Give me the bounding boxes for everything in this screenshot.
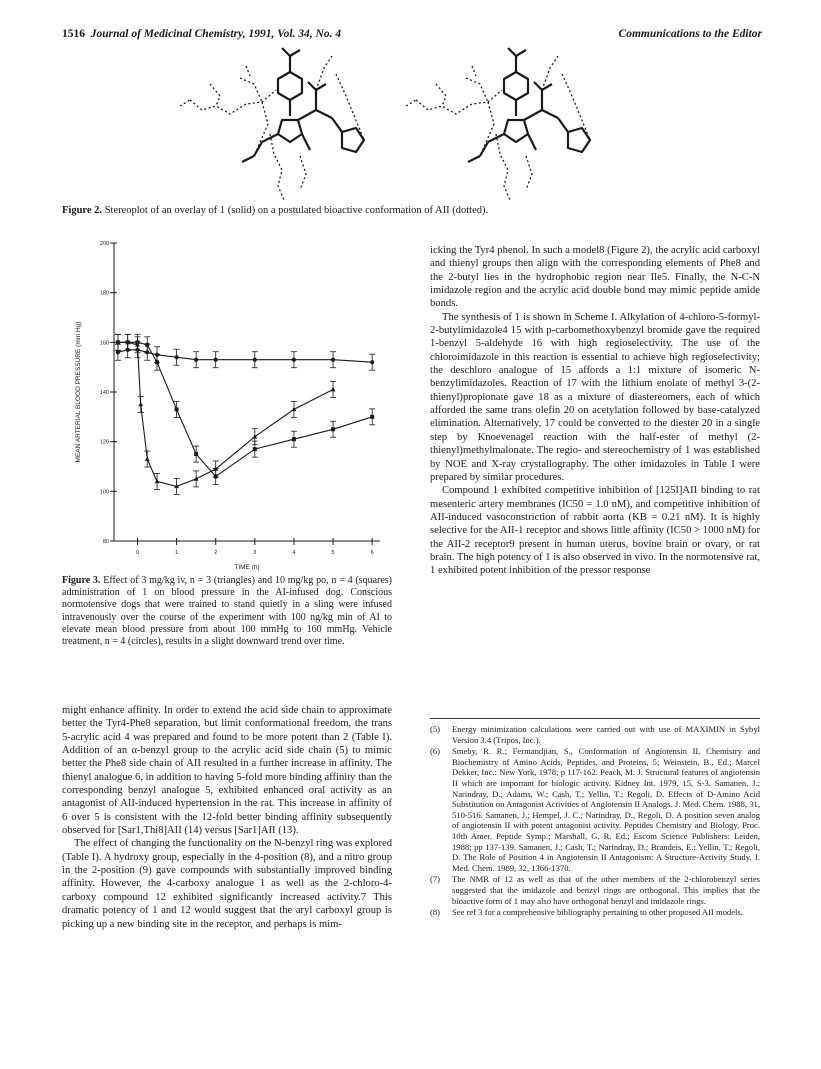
x-tick-label: 0 — [135, 550, 140, 556]
data-point-square — [116, 340, 120, 344]
y-tick-label: 100 — [99, 489, 109, 496]
data-point-circle — [116, 350, 120, 354]
series-line-triangle — [118, 342, 333, 486]
y-tick-label: 200 — [99, 241, 109, 247]
x-tick-label: 1 — [175, 550, 179, 556]
footnote-rule — [430, 718, 760, 719]
data-point-triangle — [155, 479, 160, 483]
x-tick-label: 3 — [253, 550, 257, 556]
x-axis-label: TIME (h) — [234, 564, 260, 571]
data-point-square — [135, 340, 139, 344]
data-point-square — [194, 452, 198, 456]
paragraph: Compound 1 exhibited competitive inhibition of [125I]AII binding to rat mesenteric artery membranes (IC50 = 1.0 nM), and competitive inhibition of AII-induced vasoconstriction of rabbit aorta (KB = 0.21 nM). It is highly selective for the AII-1 receptor and shows little affinity (IC50 > 1000 nM) for the AII-2 receptor9 present in human uterus, bovine brain or ovary, or rat brain. The high potency of 1 is also observed in vivo. In the normotensive rat, 1 exhibited potent inhibition of the pressor response — [430, 485, 760, 577]
y-tick-label: 140 — [99, 390, 109, 396]
reference-number: (5) — [430, 724, 441, 734]
data-point-square — [253, 447, 257, 451]
y-tick-label: 160 — [99, 340, 109, 347]
reference-item — [430, 724, 760, 745]
reference-item — [430, 874, 760, 906]
reference-number: (8) — [430, 907, 441, 918]
reference-item — [430, 907, 760, 918]
data-point-square — [214, 474, 218, 478]
data-point-square — [292, 437, 296, 441]
reference-number: (7) — [430, 874, 441, 885]
data-point-circle — [331, 358, 335, 362]
reference-text: The NMR of 12 as well as that of the other members of the 2-chlorobenzyl series suggested that the imidazole and benzyl rings are orthogonal. This implies that the bioactive form of 1 may also have orthogonal benzyl and imidazole rings. — [452, 874, 760, 906]
paragraph: The effect of changing the functionality on the N-benzyl ring was explored (Table I). A hydroxy group, especially in the 4-position (8), and a nitro group in the 2-position (9) gave compounds with substantially improved binding affinity. However, the 4-carboxy analogue 1 as well as the 2-chloro-4-carboxy compound 12 exhibited significantly increased activity.7 This dramatic potency of 1 and 12 would suggest that the aryl carboxyl group is picking up a new binding site in the receptor, and perhaps is mim- — [62, 838, 392, 930]
data-point-triangle — [331, 387, 336, 391]
reference-number: (6) — [430, 746, 441, 757]
left-column — [62, 704, 392, 931]
reference-text: Smeby, R. R.; Fermandjian, S., Conformation of Angiotensin II. Chemistry and Biochemistry of Amino Acids, Peptides, and Proteins, 5; Weinstein, B., Ed.; Marcel Dekker, Inc.: New York, 1978; p 117-162. Peach, M. J. Structural features of angiotensin II which are important for biologic activity. Kidney Int. 1979, 15, S-3. Samanen, J.; Narindray, D.; Adams, W.; Cash, T.; Yellin, T.; Regoli, D. Effects of D-Amino Acid Substitution on Antagonist Activities of Angiotensin II Analogs. J. Med. Chem. 1988, 31, 510-516. Samanen, J.; Hempel, J. C.; Narindray, D., Regoli, D. A position seven analog of angiotensin II with potent antagonist activity. Peptides Chemistry and Biology, Proc. 10th Amer. Peptide Symp.; Marshall, G. R. Ed.; Escom Science Publishers: Leiden, 1988; pp 137-139. Samanen, J.; Cash, T.; Narindray, D.; Brandeis, E.; Yellin, T.; Regoli, D. The Role of Position 4 in Angiotensin II Antagonism: A Structure-Activity Study. J. Med. Chem. 1989, 32, 1366-1370. — [452, 746, 760, 873]
data-point-circle — [194, 358, 198, 362]
paragraph: icking the Tyr4 phenol. In such a model8 (Figure 2), the acrylic acid carboxyl and thienyl groups then align with the corresponding elements of Phe8 and the 2-butyl lies in the hydrophobic region near Ile5. Finally, the N-C-N imidazole region and the acrylic acid double bond may mimic peptide amide bonds. — [430, 245, 760, 310]
paragraph: might enhance affinity. In order to extend the acid side chain to approximate better the Tyr4-Phe8 separation, but limit conformational freedom, the trans 5-acrylic acid 4 was prepared and found to be more potent than 2 (Table I). Addition of an α-benzyl group to the acrylic acid side chain (5) to mimic better the Phe8 side chain of AII resulted in a further increase in affinity. The thienyl analogue 6, in addition to having 5-fold more binding affinity than the corresponding benzyl analogue 5, exhibited enhanced oral activity as an antagonist of AII-induced hypertension in the rat. This increase in affinity of 6 over 5 is consistent with the 12-fold better binding affinity subsequently observed for [Sar1,Thi8]AII (14) versus [Sar1]AII (13). — [62, 705, 392, 837]
reference-text: Energy minimization calculations were carried out with use of MAXIMIN in Sybyl Version 3.4 (Tripos, Inc.). — [452, 724, 760, 745]
data-point-circle — [253, 358, 257, 362]
data-point-square — [370, 415, 374, 419]
x-tick-label: 2 — [214, 550, 218, 556]
y-tick-label: 180 — [99, 290, 109, 297]
y-tick-label: 80 — [102, 539, 109, 545]
paragraph: The synthesis of 1 is shown in Scheme I. Alkylation of 4-chloro-5-formyl-2-butylimidazole4 15 with p-carbomethoxybenzyl bromide gave the required 1-benzyl 5-aldehyde 16 with high regioselectivity. The use of the chloroimidazole in this reaction is essential to achieve high regioselectivity; the deschloro analogue of 15 affords a 1:1 mixture of isomeric N-benzylimidazoles. Reaction of 17 with the lithium enolate of methyl 3-(2-thienyl)propionate gave 18 as a mixture of diastereomers, each of which afforded the same trans olefin 20 on acetylation followed by base-catalyzed elimination. Alternatively, 17 could be converted to the diester 20 in a single step by Knoevenagel reaction with the half-ester of methyl (2-thienyl)methylmalonate. The regio- and stereochemistry of 1 was established by NOE and X-ray crystallography. The other imidazoles in Table I were prepared by similar procedures. — [430, 311, 760, 483]
figure-3-label: Figure 3. — [62, 575, 101, 586]
running-head — [62, 28, 762, 44]
data-point-circle — [214, 358, 218, 362]
y-axis-label: MEAN ARTERIAL BLOOD PRESSURE (mm Hg) — [75, 321, 82, 463]
data-point-circle — [292, 358, 296, 362]
stereoplot-figure — [150, 44, 670, 204]
reference-text: See ref 3 for a comprehensive bibliography pertaining to other proposed AII models. — [452, 907, 743, 918]
journal-citation: Journal of Medicinal Chemistry, 1991, Vol. 34, No. 4 — [90, 28, 342, 40]
figure-2-caption — [62, 205, 762, 216]
right-column — [430, 244, 760, 578]
references — [430, 724, 760, 919]
data-point-triangle — [138, 402, 143, 406]
data-point-square — [126, 340, 130, 344]
blood-pressure-chart — [62, 235, 412, 575]
data-point-square — [155, 360, 159, 364]
figure-2-label: Figure 2. — [62, 205, 103, 216]
data-point-circle — [174, 355, 178, 359]
y-tick-label: 120 — [99, 439, 109, 446]
figure-2-text: Stereoplot of an overlay of 1 (solid) on a postulated bioactive conformation of AII (dotted). — [104, 205, 489, 216]
figure-3-caption — [62, 575, 392, 648]
data-point-square — [175, 407, 179, 411]
data-point-square — [145, 343, 149, 347]
data-point-triangle — [145, 456, 150, 460]
reference-item — [430, 746, 760, 873]
data-point-triangle — [252, 434, 257, 438]
section-title: Communications to the Editor — [618, 28, 762, 40]
page-number: 1516 — [62, 28, 85, 40]
x-tick-label: 4 — [292, 550, 296, 556]
data-point-circle — [370, 360, 374, 364]
x-tick-label: 6 — [370, 550, 374, 556]
figure-3-text: Effect of 3 mg/kg iv, n = 3 (triangles) and 10 mg/kg po, n = 4 (squares) administration of 1 on blood pressure in the AI-infused dog. Conscious normotensive dogs that were trained to stand quietly in a sling were infused intravenously over the course of the experiment with 100 ng/kg min of AI to elevate mean blood pressure from about 100 mmHg to 160 mmHg. Vehicle treatment, n = 4 (circles), results in a slight downward trend over time. — [62, 575, 392, 648]
x-tick-label: 5 — [331, 550, 335, 556]
data-point-square — [331, 427, 335, 431]
